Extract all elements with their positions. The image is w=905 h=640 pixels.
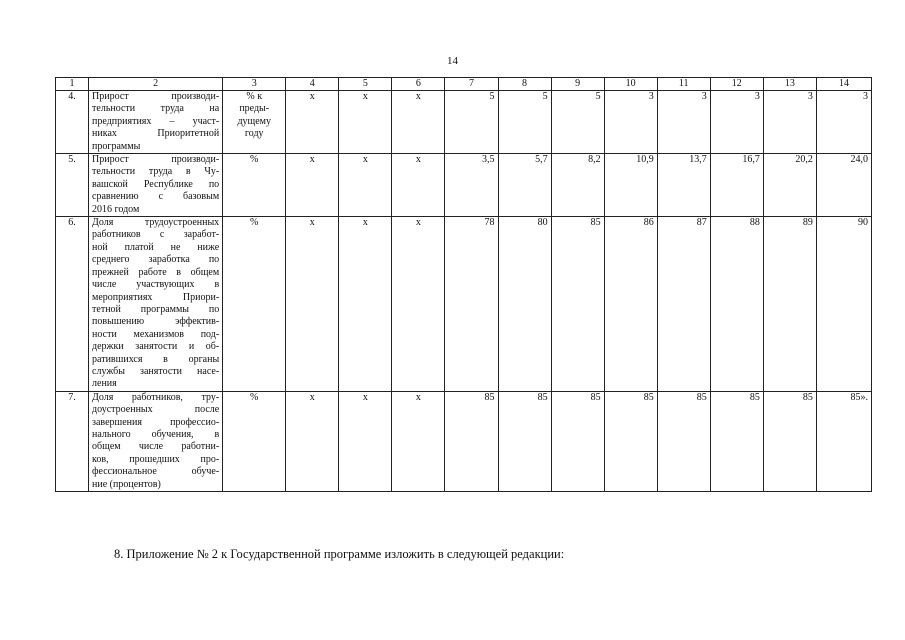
- indicator-name-line: тельности труда на: [92, 103, 220, 115]
- row-number: 6.: [56, 217, 89, 392]
- column-header: 1: [56, 78, 89, 91]
- indicator-name-line: никах Приоритетной: [92, 128, 220, 140]
- indicator-name-line: Прирост производи-: [92, 154, 220, 166]
- indicator-name-line: Прирост производи-: [92, 91, 220, 102]
- indicator-value: 3: [816, 91, 871, 154]
- indicator-value: 85: [710, 391, 763, 491]
- unit-line: %: [250, 391, 259, 403]
- indicator-name-line: ние (процентов): [92, 478, 161, 490]
- indicator-value: 88: [710, 217, 763, 392]
- no-value-mark: x: [286, 391, 339, 491]
- indicator-value: 5,7: [498, 154, 551, 217]
- indicator-value: 85: [551, 391, 604, 491]
- indicator-name-line: программы: [92, 140, 141, 152]
- indicator-name-line: числе участвующих в: [92, 279, 220, 291]
- table-row: [56, 391, 872, 491]
- column-header: 12: [710, 78, 763, 91]
- no-value-mark: x: [339, 217, 392, 392]
- unit-line: % к: [246, 91, 263, 102]
- indicator-value: 3: [657, 91, 710, 154]
- table-body: [56, 78, 872, 492]
- column-number-row: [56, 78, 872, 91]
- indicator-name-line: вашской Республике по: [92, 178, 220, 190]
- no-value-mark: x: [339, 91, 392, 154]
- indicator-name-line: завершения профессио-: [92, 416, 220, 428]
- indicator-value: 86: [604, 217, 657, 392]
- indicator-name-line: мероприятиях Приори-: [92, 291, 220, 303]
- column-header: 10: [604, 78, 657, 91]
- indicator-value: 85».: [816, 391, 871, 491]
- table-row: [56, 154, 872, 217]
- indicator-value: 3: [763, 91, 816, 154]
- column-header: 11: [657, 78, 710, 91]
- indicator-name-line: фессиональное обуче-: [92, 466, 220, 478]
- indicator-name-line: прежней работе в общем: [92, 266, 220, 278]
- indicator-value: 20,2: [763, 154, 816, 217]
- column-header: 7: [445, 78, 498, 91]
- column-header: 14: [816, 78, 871, 91]
- table-row: [56, 217, 872, 392]
- indicator-value: 85: [604, 391, 657, 491]
- indicator-value: 24,0: [816, 154, 871, 217]
- column-header: 3: [223, 78, 286, 91]
- indicator-name-line: предприятиях – участ-: [92, 115, 220, 127]
- indicator-name: [89, 154, 223, 217]
- indicator-name: [89, 217, 223, 392]
- column-header: 9: [551, 78, 604, 91]
- page-number: 14: [447, 55, 458, 67]
- indicator-name-line: работников с заработ-: [92, 229, 220, 241]
- row-number: 7.: [56, 391, 89, 491]
- unit-of-measure: [223, 391, 286, 491]
- indicator-value: 85: [551, 217, 604, 392]
- indicator-name-line: доустроенных после: [92, 404, 220, 416]
- indicator-name-line: Доля работников, тру-: [92, 391, 220, 403]
- indicator-value: 87: [657, 217, 710, 392]
- column-header: 13: [763, 78, 816, 91]
- indicator-name-line: ков, прошедших про-: [92, 453, 220, 465]
- unit-line: дущему: [237, 115, 271, 127]
- indicator-name-line: сравнению с базовым: [92, 191, 220, 203]
- indicator-value: 3,5: [445, 154, 498, 217]
- indicator-name-line: ной платой не ниже: [92, 241, 220, 253]
- row-number: 5.: [56, 154, 89, 217]
- indicator-value: 8,2: [551, 154, 604, 217]
- indicator-value: 85: [763, 391, 816, 491]
- indicator-value: 10,9: [604, 154, 657, 217]
- indicator-name-line: Доля трудоустроенных: [92, 217, 220, 229]
- indicator-value: 3: [710, 91, 763, 154]
- column-header: 4: [286, 78, 339, 91]
- unit-line: году: [244, 128, 264, 140]
- row-number: 4.: [56, 91, 89, 154]
- indicator-name-line: ности механизмов под-: [92, 328, 220, 340]
- indicator-value: 89: [763, 217, 816, 392]
- column-header: 2: [89, 78, 223, 91]
- indicator-name-line: держки занятости и об-: [92, 341, 220, 353]
- indicators-table: [55, 77, 872, 492]
- indicator-value: 85: [657, 391, 710, 491]
- no-value-mark: x: [392, 91, 445, 154]
- table-row: [56, 91, 872, 154]
- indicator-value: 5: [551, 91, 604, 154]
- column-header: 8: [498, 78, 551, 91]
- column-header: 6: [392, 78, 445, 91]
- no-value-mark: x: [392, 391, 445, 491]
- unit-of-measure: [223, 91, 286, 154]
- indicator-name-line: среднего заработка по: [92, 254, 220, 266]
- indicator-value: 85: [445, 391, 498, 491]
- indicator-name-line: повышению эффектив-: [92, 316, 220, 328]
- indicator-value: 13,7: [657, 154, 710, 217]
- indicator-name: [89, 391, 223, 491]
- no-value-mark: x: [392, 217, 445, 392]
- no-value-mark: x: [339, 391, 392, 491]
- indicator-name-line: нального обучения, в: [92, 428, 220, 440]
- indicator-name-line: 2016 годом: [92, 203, 140, 215]
- indicator-name-line: тетной программы по: [92, 303, 220, 315]
- indicator-value: 16,7: [710, 154, 763, 217]
- indicator-name-line: общем числе работни-: [92, 441, 220, 453]
- unit-of-measure: [223, 154, 286, 217]
- indicator-name-line: ления: [92, 378, 117, 390]
- indicator-name-line: ратившихся в органы: [92, 353, 220, 365]
- paragraph-amendment: 8. Приложение № 2 к Государственной программе изложить в следующей редакции:: [114, 547, 565, 561]
- unit-line: преды-: [239, 103, 270, 115]
- no-value-mark: x: [286, 91, 339, 154]
- no-value-mark: x: [339, 154, 392, 217]
- unit-of-measure: [223, 217, 286, 392]
- unit-line: %: [250, 217, 259, 229]
- column-header: 5: [339, 78, 392, 91]
- indicator-name: [89, 91, 223, 154]
- indicator-value: 80: [498, 217, 551, 392]
- indicator-value: 5: [498, 91, 551, 154]
- no-value-mark: x: [286, 154, 339, 217]
- indicator-name-line: тельности труда в Чу-: [92, 166, 220, 178]
- indicator-value: 5: [445, 91, 498, 154]
- indicator-value: 3: [604, 91, 657, 154]
- indicator-value: 90: [816, 217, 871, 392]
- indicator-value: 78: [445, 217, 498, 392]
- indicator-name-line: службы занятости насе-: [92, 365, 220, 377]
- no-value-mark: x: [286, 217, 339, 392]
- unit-line: %: [250, 154, 259, 166]
- indicator-value: 85: [498, 391, 551, 491]
- no-value-mark: x: [392, 154, 445, 217]
